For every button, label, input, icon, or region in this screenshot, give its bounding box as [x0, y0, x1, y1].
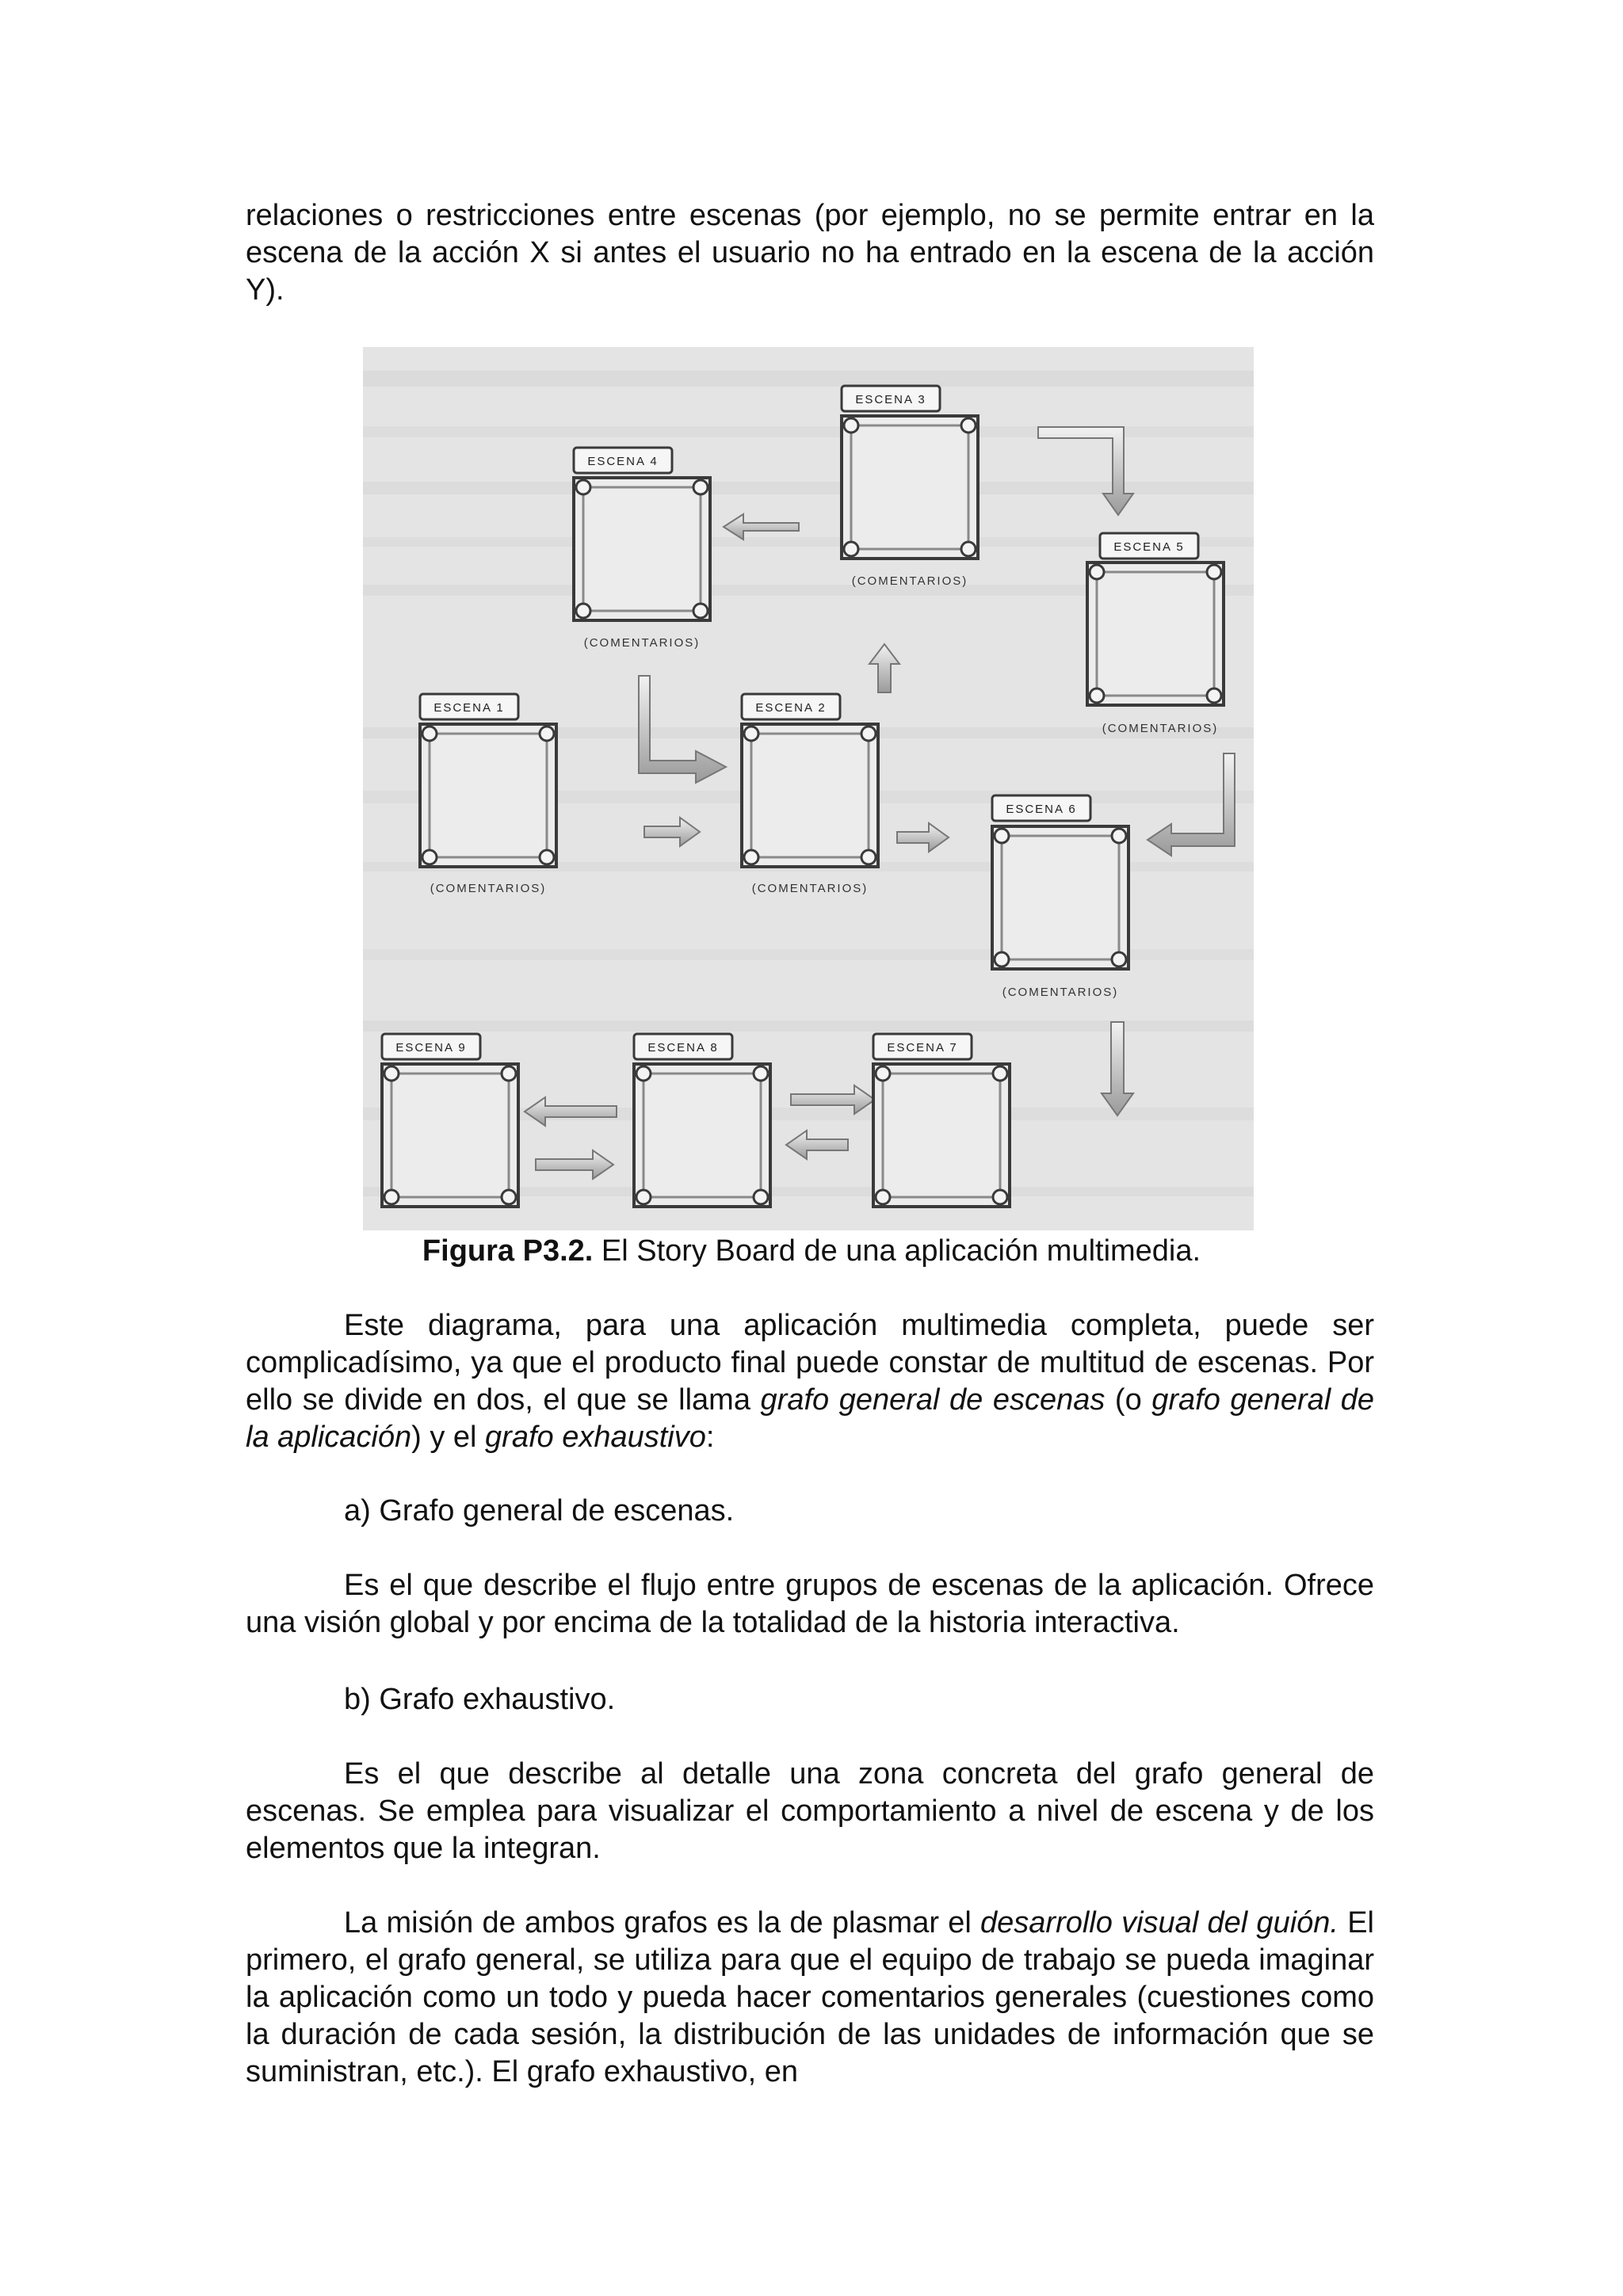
arrow-8-to-9	[525, 1097, 617, 1126]
arrow-3-to-5	[1038, 427, 1133, 515]
scene-4-comment: (COMENTARIOS)	[583, 636, 701, 650]
term-desarrollo-visual: desarrollo visual del guión.	[980, 1906, 1338, 1939]
arrow-2-to-6	[897, 823, 949, 852]
scene-6-label: ESCENA 6	[1006, 803, 1077, 816]
scene-1-label: ESCENA 1	[433, 701, 505, 715]
scene-7-frame	[873, 1064, 1010, 1207]
paragraph-2: Es el que describe el flujo entre grupos de escenas de la aplicación. Ofrece una visión global y por encima de la totalidad de la historia interactiva.	[246, 1569, 1374, 1639]
scene-1-comment: (COMENTARIOS)	[430, 882, 547, 895]
arrow-1-to-2	[644, 818, 700, 846]
paragraph-3: Es el que describe al detalle una zona concreta del grafo general de escenas. Se emplea para visualizar el comportamiento a nivel de escena y de los elementos que la integran.	[246, 1757, 1374, 1865]
term-grafo-exhaustivo: grafo exhaustivo	[485, 1421, 706, 1454]
list-item-a: a) Grafo general de escenas.	[344, 1494, 735, 1527]
arrow-9-to-8	[536, 1150, 613, 1179]
scene-5-comment: (COMENTARIOS)	[1102, 722, 1219, 735]
term-grafo-general-escenas: grafo general de escenas	[760, 1383, 1106, 1417]
list-item-b: b) Grafo exhaustivo.	[344, 1683, 616, 1716]
scene-2-label: ESCENA 2	[755, 701, 827, 715]
scene-9-label: ESCENA 9	[395, 1041, 467, 1055]
storyboard-diagram	[363, 347, 1254, 1230]
paragraph-1	[246, 1307, 1374, 1456]
paragraph-1-text-b: (o	[1105, 1383, 1152, 1417]
scene-3-frame	[842, 416, 978, 559]
paragraph-1-text-c: ) y el	[411, 1421, 486, 1454]
paragraph-4-text-b: El primero, el grafo general, se utiliza para que el equipo de trabajo se pueda imaginar la aplicación como un todo y pueda hacer comentarios generales (cuestiones como la duración de cada sesión, la distribución de las unidades de información que se suministran, etc.). El grafo exhaustivo, en	[246, 1906, 1374, 2088]
storyboard-figure	[363, 347, 1254, 1230]
scene-6-frame	[992, 826, 1128, 969]
scene-9-frame	[382, 1064, 518, 1207]
arrow-5-to-6	[1148, 753, 1235, 856]
paragraph-4	[246, 1905, 1374, 2091]
scene-1-frame	[420, 724, 556, 867]
scene-2-comment: (COMENTARIOS)	[751, 882, 869, 895]
intro-paragraph: relaciones o restricciones entre escenas (por ejemplo, no se permite entrar en la escena de la acción X si antes el usuario no ha entrado en la escena de la acción Y).	[246, 199, 1374, 307]
scene-4-label: ESCENA 4	[587, 455, 659, 468]
arrow-7-to-8	[786, 1131, 848, 1159]
scene-7-label: ESCENA 7	[887, 1041, 958, 1055]
figure-caption	[0, 1233, 1623, 1270]
scene-8-frame	[634, 1064, 770, 1207]
arrow-2-to-3	[869, 644, 899, 692]
paragraph-4-text-a: La misión de ambos grafos es la de plasmar el	[344, 1906, 981, 1939]
arrow-6-to-7	[1102, 1022, 1133, 1116]
term-grafo-general-aplicacion: grafo general de la aplicación	[246, 1383, 1374, 1454]
figure-caption-text: El Story Board de una aplicación multimedia.	[593, 1234, 1201, 1268]
arrow-3-to-4	[724, 514, 799, 540]
paragraph-1-text-a: Este diagrama, para una aplicación multimedia completa, puede ser complicadísimo, ya que el producto final puede constar de multitud de escenas. Por ello se divide en dos, el que se llama	[246, 1309, 1374, 1417]
scene-2-frame	[742, 724, 878, 867]
scene-5-frame	[1087, 563, 1224, 705]
scene-6-comment: (COMENTARIOS)	[1002, 986, 1119, 999]
figure-caption-number: Figura P3.2.	[422, 1234, 594, 1268]
scene-3-label: ESCENA 3	[855, 393, 926, 406]
paragraph-1-text-d: :	[705, 1421, 715, 1454]
scene-8-label: ESCENA 8	[647, 1041, 719, 1055]
scene-4-frame	[574, 478, 710, 620]
scene-5-label: ESCENA 5	[1113, 540, 1185, 554]
scene-3-comment: (COMENTARIOS)	[851, 574, 968, 588]
